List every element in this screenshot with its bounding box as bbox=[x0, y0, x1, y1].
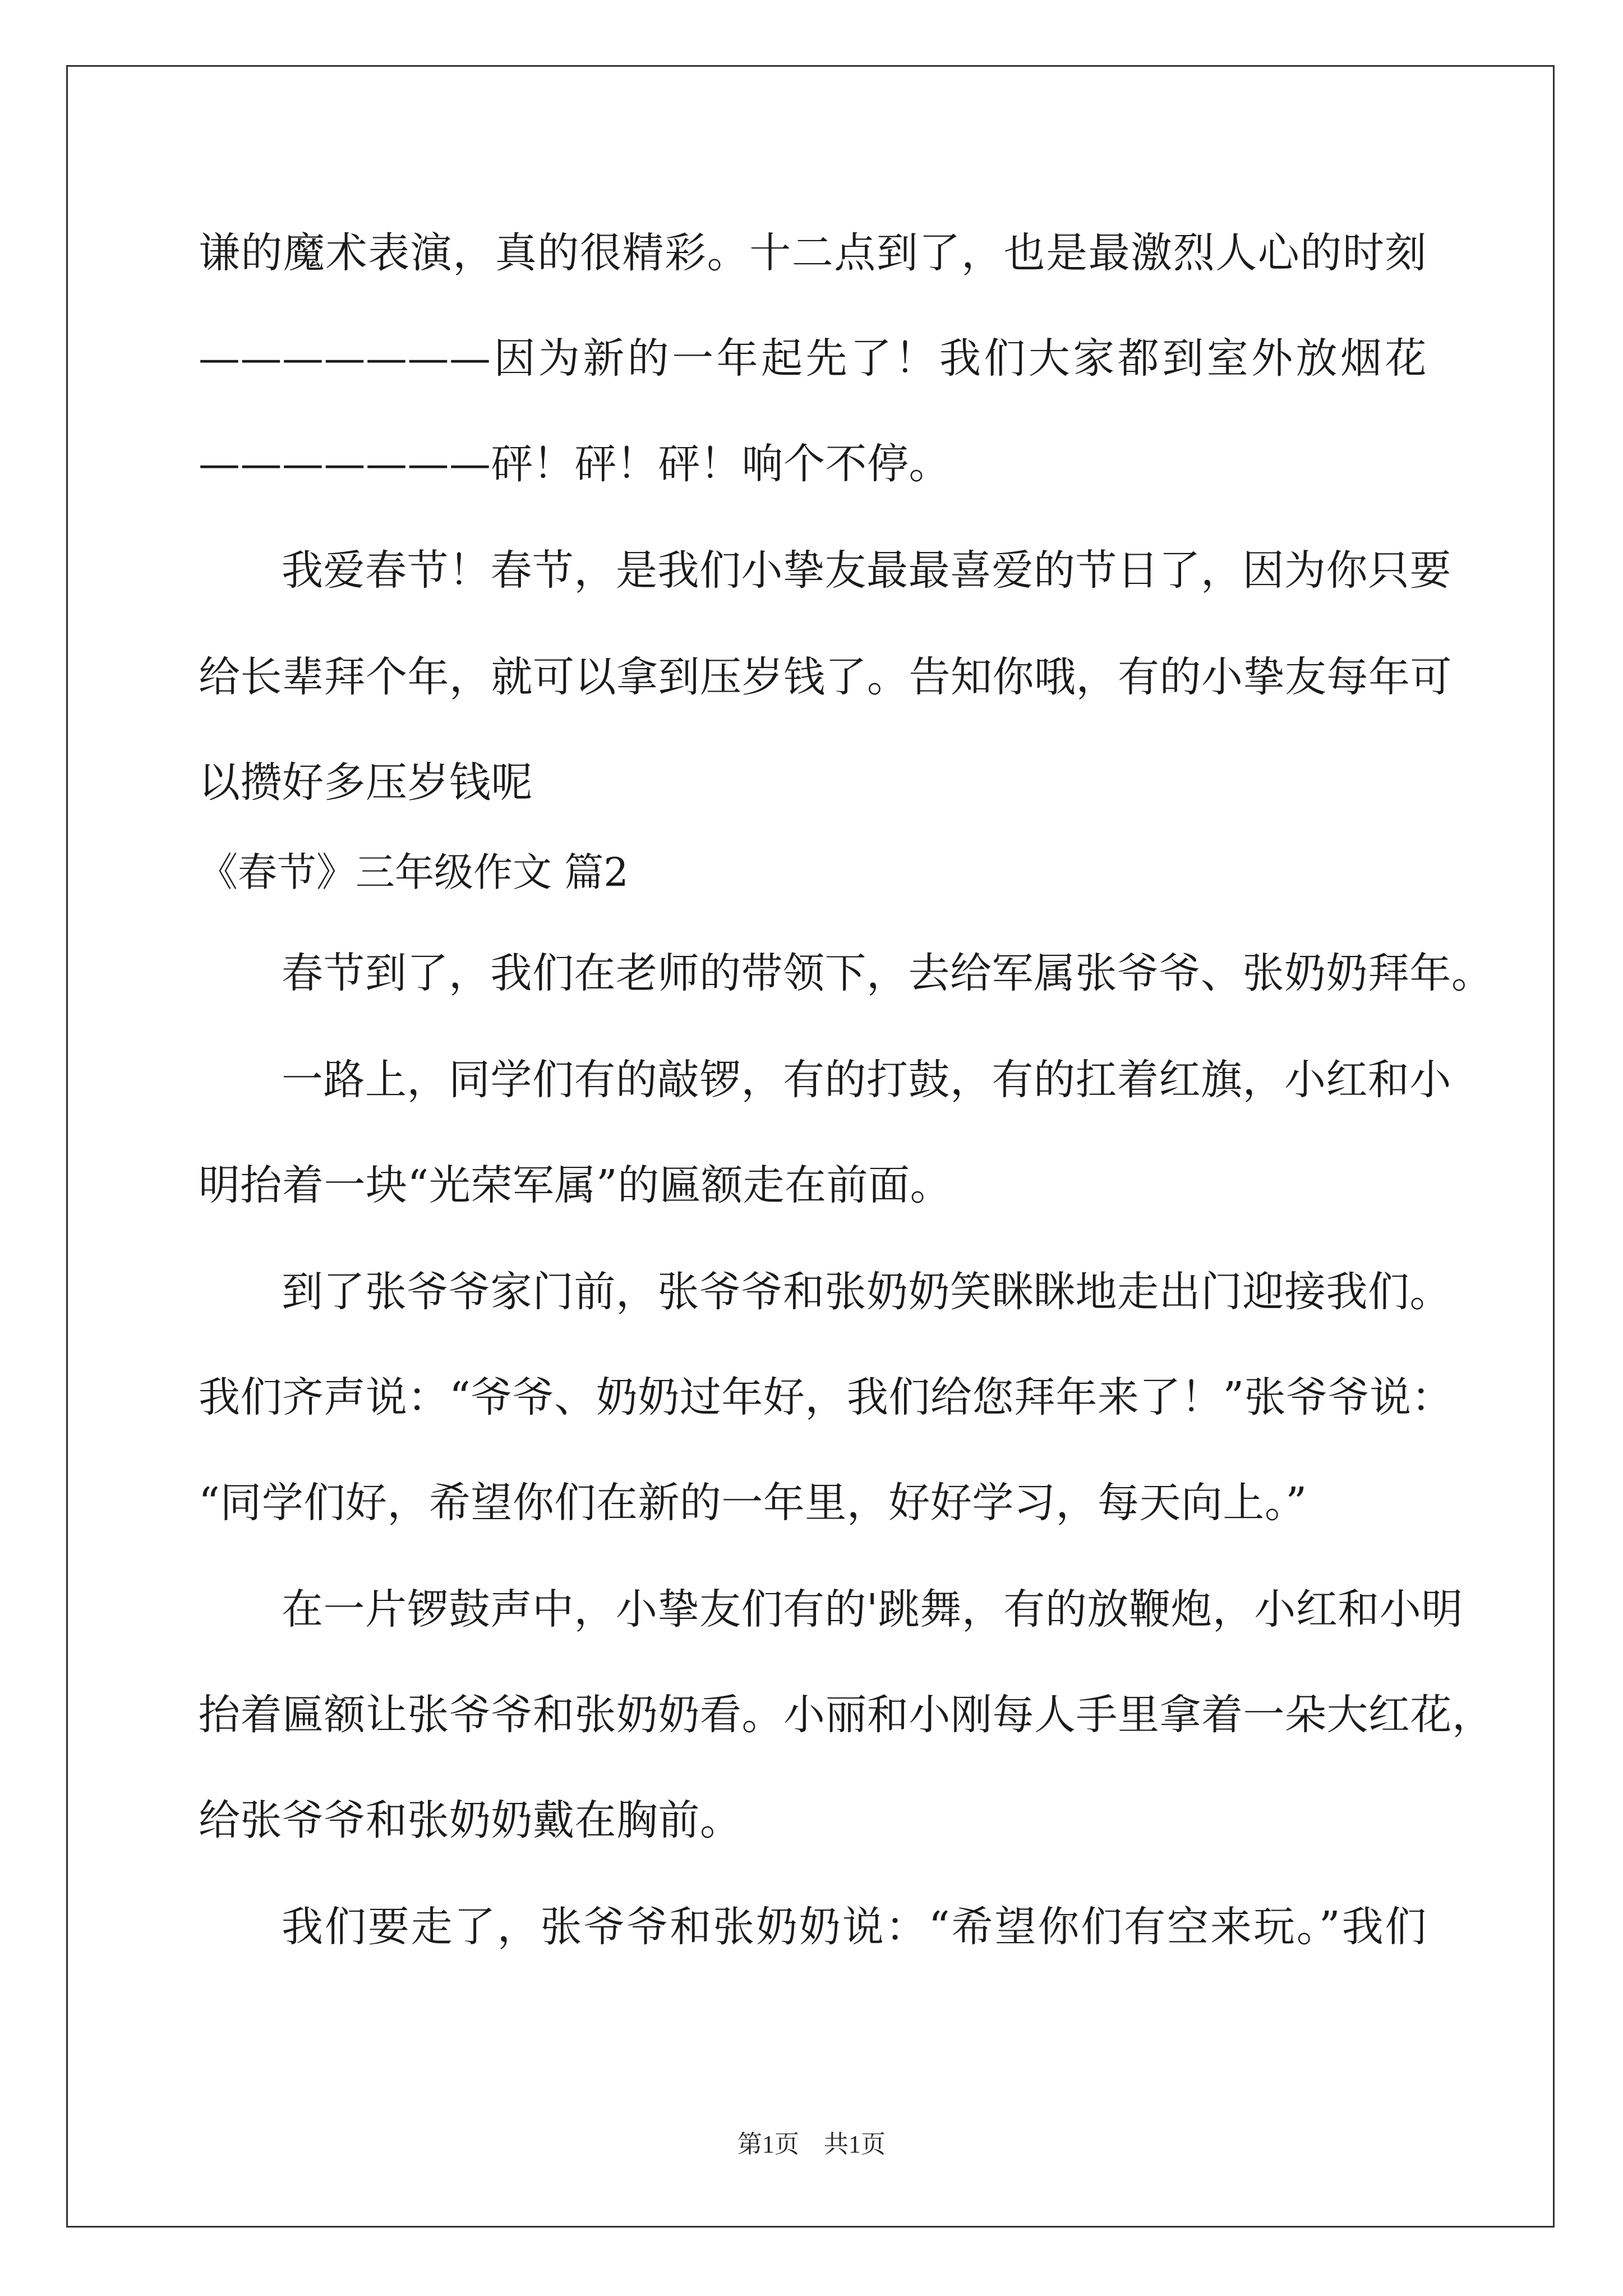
text-line: ———————因为新的一年起先了！我们大家都到室外放烟花 bbox=[199, 334, 1427, 383]
text-line: 给长辈拜个年，就可以拿到压岁钱了。告知你哦，有的小挚友每年可 bbox=[199, 653, 1452, 701]
text-line: 明抬着一块“光荣军属”的匾额走在前面。 bbox=[199, 1161, 952, 1209]
text-line: 以攒好多压岁钱呢 bbox=[199, 758, 533, 807]
text-line: 春节到了，我们在老师的带领下，去给军属张爷爷、张奶奶拜年。 bbox=[282, 949, 1493, 997]
text-line: ———————砰！砰！砰！响个不停。 bbox=[199, 440, 951, 488]
text-line: 我们要走了，张爷爷和张奶奶说：“希望你们有空来玩。”我们 bbox=[282, 1903, 1427, 1951]
text-line: 我们齐声说：“爷爷、奶奶过年好，我们给您拜年来了！”张爷爷说： bbox=[199, 1373, 1454, 1421]
text-line: “同学们好，希望你们在新的一年里，好好学习，每天向上。” bbox=[199, 1479, 1307, 1527]
text-line: 在一片锣鼓声中，小挚友们有的'跳舞，有的放鞭炮，小红和小明 bbox=[282, 1585, 1463, 1634]
text-line: 到了张爷爷家门前，张爷爷和张奶奶笑眯眯地走出门迎接我们。 bbox=[282, 1268, 1451, 1316]
page-number-footer: 第1页 共1页 bbox=[737, 2131, 886, 2158]
text-line: 抬着匾额让张爷爷和张奶奶看。小丽和小刚每人手里拿着一朵大红花， bbox=[199, 1691, 1494, 1739]
text-line: 我爱春节！春节，是我们小挚友最最喜爱的节日了，因为你只要 bbox=[282, 546, 1451, 595]
text-line: 一路上，同学们有的敲锣，有的打鼓，有的扛着红旗，小红和小 bbox=[282, 1056, 1451, 1104]
text-line: 给张爷爷和张奶奶戴在胸前。 bbox=[199, 1796, 742, 1844]
text-line: 谦的魔术表演，真的很精彩。十二点到了，也是最激烈人心的时刻 bbox=[199, 229, 1427, 277]
section-heading: 《春节》三年级作文 篇2 bbox=[199, 849, 629, 895]
